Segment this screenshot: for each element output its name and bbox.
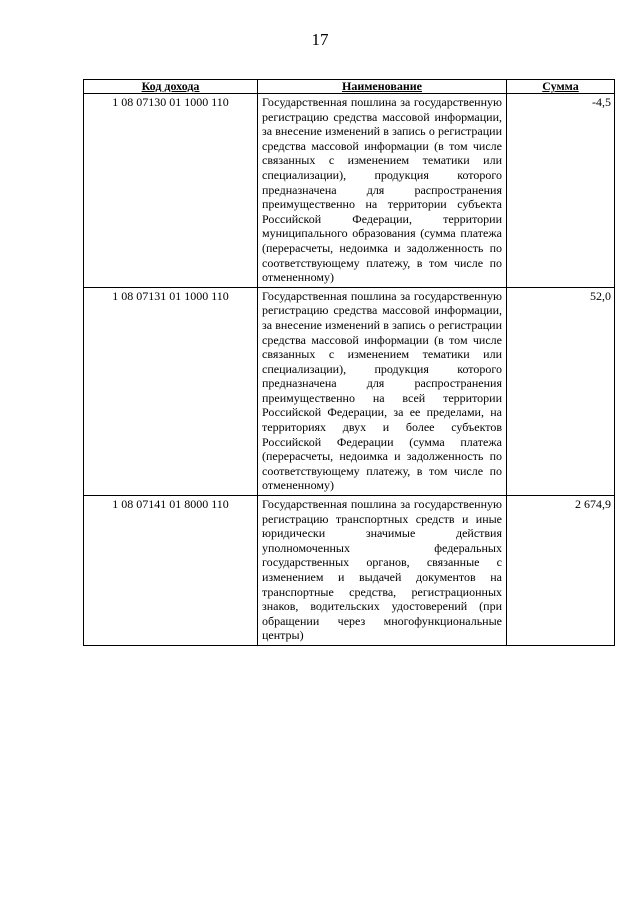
table-row: [84, 94, 615, 288]
income-name-cell: Государственная пошлина за государственную регистрацию транспортных средств и иные юридически значимые действия уполномоченных федеральных государственных органов, связанные с изменением и выдачей документов на транспортные средства, регистрационных знаков, водительских удостоверений (при обращении через многофункциональные центры): [258, 496, 507, 646]
page-number: 17: [311, 30, 329, 49]
table-header-row: [84, 80, 615, 94]
income-sum-cell: 52,0: [507, 287, 615, 495]
income-sum-cell: 2 674,9: [507, 496, 615, 646]
header-name: Наименование: [258, 80, 507, 94]
table-row: [84, 287, 615, 495]
income-code-cell: 1 08 07130 01 1000 110: [84, 94, 258, 288]
income-table: [83, 79, 615, 646]
header-sum: Сумма: [507, 80, 615, 94]
header-income-code: Код дохода: [84, 80, 258, 94]
income-sum-cell: -4,5: [507, 94, 615, 288]
income-name-cell: Государственная пошлина за государственную регистрацию средства массовой информации, за внесение изменений в запись о регистрации средства массовой информации (в том числе связанных с изменением тематики или специализации), продукция которого предназначена для распространения преимущественно на всей территории Российской Федерации, за ее пределами, на территориях двух и более субъектов Российской Федерации (сумма платежа (перерасчеты, недоимка и задолженность по соответствующему платежу, в том числе по отмененному): [258, 287, 507, 495]
income-code-cell: 1 08 07131 01 1000 110: [84, 287, 258, 495]
income-name-cell: Государственная пошлина за государственную регистрацию средства массовой информации, за внесение изменений в запись о регистрации средства массовой информации (в том числе связанных с изменением тематики или специализации), продукция которого предназначена для распространения преимущественно на территории субъекта Российской Федерации, территории муниципального образования (сумма платежа (перерасчеты, недоимка и задолженность по соответствующему платежу, в том числе по отмененному): [258, 94, 507, 288]
income-code-cell: 1 08 07141 01 8000 110: [84, 496, 258, 646]
table-row: [84, 496, 615, 646]
